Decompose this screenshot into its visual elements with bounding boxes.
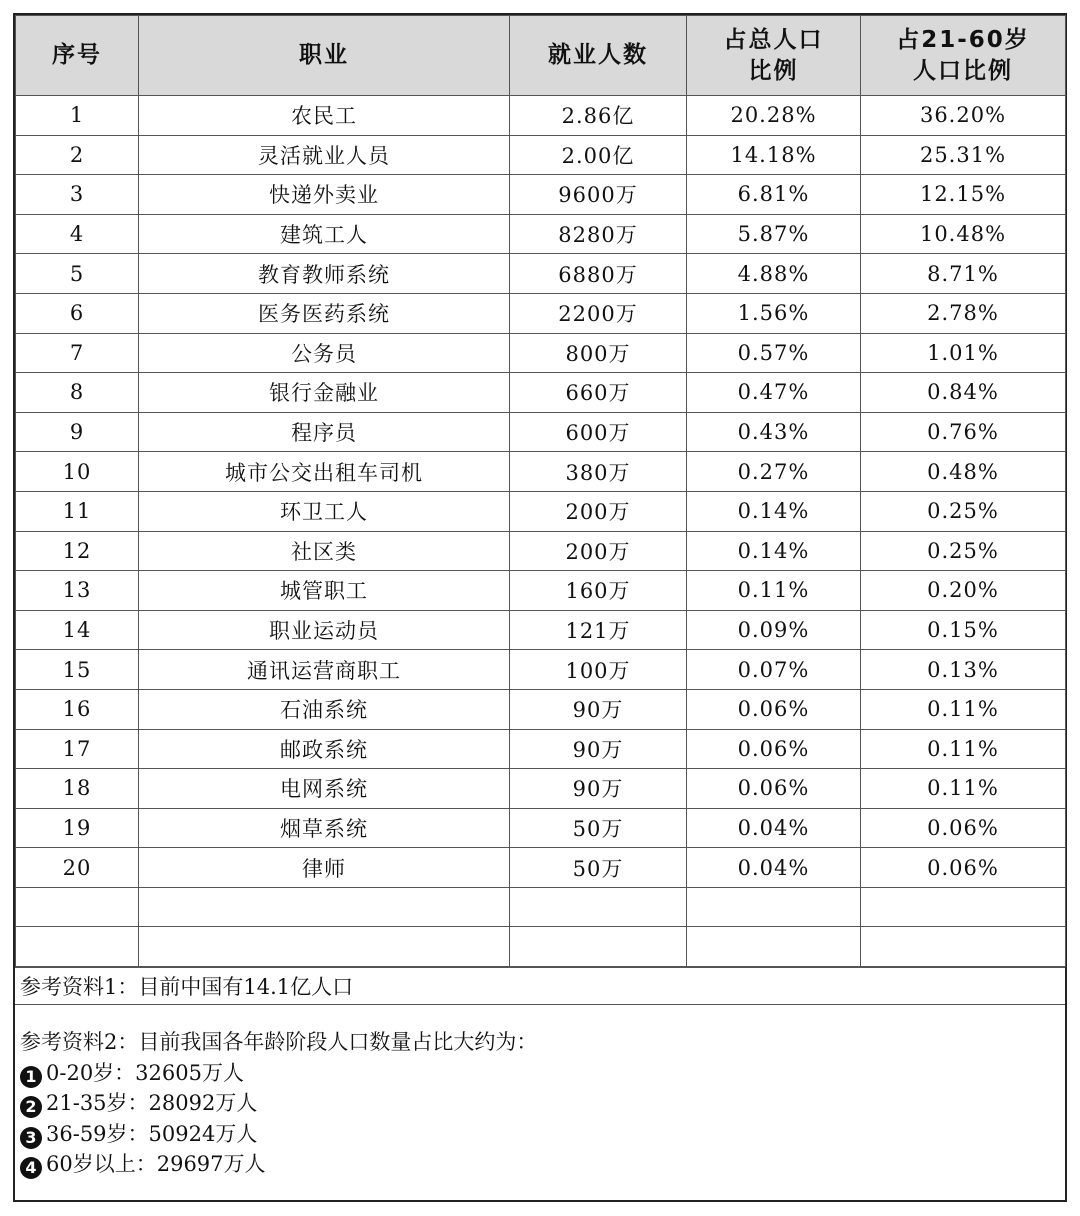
header-share-21-60-line1: 占21-60岁 <box>896 26 1030 53</box>
table-row <box>16 729 1066 769</box>
header-index: 序号 <box>16 16 139 96</box>
empty-cell <box>861 927 1066 967</box>
cell-employment: 660万 <box>510 373 687 413</box>
table-row <box>16 333 1066 373</box>
age-group-list <box>20 1058 1065 1180</box>
table-row <box>16 96 1066 136</box>
cell-occupation: 银行金融业 <box>139 373 510 413</box>
cell-index: 1 <box>16 96 139 136</box>
cell-index: 4 <box>16 214 139 254</box>
cell-share-total: 5.87% <box>687 214 861 254</box>
cell-occupation: 石油系统 <box>139 689 510 729</box>
empty-cell <box>861 887 1066 927</box>
empty-row <box>16 887 1066 927</box>
header-employment: 就业人数 <box>510 16 687 96</box>
empty-cell <box>16 887 139 927</box>
cell-index: 13 <box>16 571 139 611</box>
cell-index: 8 <box>16 373 139 413</box>
cell-employment: 9600万 <box>510 175 687 215</box>
cell-share-21-60: 0.06% <box>861 848 1066 888</box>
cell-employment: 90万 <box>510 729 687 769</box>
cell-share-21-60: 1.01% <box>861 333 1066 373</box>
cell-index: 16 <box>16 689 139 729</box>
reference-note-2-title: 参考资料2：目前我国各年龄阶段人口数量占比大约为： <box>20 1030 538 1055</box>
cell-share-21-60: 0.20% <box>861 571 1066 611</box>
cell-share-21-60: 0.84% <box>861 373 1066 413</box>
cell-employment: 200万 <box>510 491 687 531</box>
cell-share-total: 0.14% <box>687 531 861 571</box>
table-row <box>16 214 1066 254</box>
cell-index: 5 <box>16 254 139 294</box>
cell-occupation: 邮政系统 <box>139 729 510 769</box>
cell-employment: 2200万 <box>510 293 687 333</box>
cell-share-21-60: 0.15% <box>861 610 1066 650</box>
header-share-21-60 <box>861 16 1066 96</box>
number-bullet-icon: 2 <box>20 1096 42 1118</box>
table-body <box>16 96 1066 967</box>
cell-occupation: 教育教师系统 <box>139 254 510 294</box>
occupation-statistics-sheet <box>13 13 1067 1202</box>
cell-employment: 50万 <box>510 848 687 888</box>
cell-share-21-60: 0.11% <box>861 729 1066 769</box>
table-row <box>16 254 1066 294</box>
cell-index: 19 <box>16 808 139 848</box>
cell-occupation: 烟草系统 <box>139 808 510 848</box>
table-row <box>16 689 1066 729</box>
table-row <box>16 135 1066 175</box>
table-row <box>16 848 1066 888</box>
age-group-item <box>20 1119 1065 1150</box>
cell-employment: 200万 <box>510 531 687 571</box>
cell-employment: 90万 <box>510 689 687 729</box>
cell-occupation: 医务医药系统 <box>139 293 510 333</box>
cell-share-total: 1.56% <box>687 293 861 333</box>
number-bullet-icon: 4 <box>20 1157 42 1179</box>
cell-index: 12 <box>16 531 139 571</box>
cell-share-total: 0.07% <box>687 650 861 690</box>
cell-share-total: 6.81% <box>687 175 861 215</box>
cell-share-total: 0.27% <box>687 452 861 492</box>
reference-note-1: 参考资料1：目前中国有14.1亿人口 <box>15 967 1065 1005</box>
table-row <box>16 373 1066 413</box>
table-row <box>16 175 1066 215</box>
empty-cell <box>139 887 510 927</box>
table-row <box>16 293 1066 333</box>
cell-occupation: 电网系统 <box>139 769 510 809</box>
cell-employment: 121万 <box>510 610 687 650</box>
cell-employment: 50万 <box>510 808 687 848</box>
cell-share-21-60: 0.06% <box>861 808 1066 848</box>
cell-share-21-60: 8.71% <box>861 254 1066 294</box>
cell-share-total: 0.14% <box>687 491 861 531</box>
cell-occupation: 社区类 <box>139 531 510 571</box>
cell-index: 7 <box>16 333 139 373</box>
cell-occupation: 城市公交出租车司机 <box>139 452 510 492</box>
empty-cell <box>139 927 510 967</box>
table-row <box>16 610 1066 650</box>
header-share-total <box>687 16 861 96</box>
cell-share-21-60: 12.15% <box>861 175 1066 215</box>
empty-cell <box>510 927 687 967</box>
empty-cell <box>16 927 139 967</box>
cell-share-21-60: 0.76% <box>861 412 1066 452</box>
cell-occupation: 灵活就业人员 <box>139 135 510 175</box>
age-group-item <box>20 1149 1065 1180</box>
cell-share-21-60: 36.20% <box>861 96 1066 136</box>
cell-index: 9 <box>16 412 139 452</box>
cell-index: 2 <box>16 135 139 175</box>
cell-occupation: 程序员 <box>139 412 510 452</box>
cell-index: 10 <box>16 452 139 492</box>
cell-occupation: 律师 <box>139 848 510 888</box>
cell-employment: 160万 <box>510 571 687 611</box>
cell-index: 6 <box>16 293 139 333</box>
table-row <box>16 491 1066 531</box>
age-group-item <box>20 1088 1065 1119</box>
cell-employment: 100万 <box>510 650 687 690</box>
cell-index: 14 <box>16 610 139 650</box>
cell-share-21-60: 2.78% <box>861 293 1066 333</box>
cell-index: 20 <box>16 848 139 888</box>
cell-share-total: 0.43% <box>687 412 861 452</box>
cell-share-total: 0.09% <box>687 610 861 650</box>
header-share-21-60-line2: 人口比例 <box>913 57 1013 84</box>
cell-occupation: 快递外卖业 <box>139 175 510 215</box>
cell-share-total: 0.06% <box>687 769 861 809</box>
cell-occupation: 城管职工 <box>139 571 510 611</box>
cell-share-21-60: 10.48% <box>861 214 1066 254</box>
cell-employment: 2.00亿 <box>510 135 687 175</box>
cell-occupation: 职业运动员 <box>139 610 510 650</box>
age-group-item <box>20 1058 1065 1089</box>
cell-index: 3 <box>16 175 139 215</box>
cell-share-21-60: 0.11% <box>861 769 1066 809</box>
table-row <box>16 452 1066 492</box>
cell-occupation: 公务员 <box>139 333 510 373</box>
header-occupation: 职业 <box>139 16 510 96</box>
cell-employment: 380万 <box>510 452 687 492</box>
table-row <box>16 650 1066 690</box>
cell-occupation: 通讯运营商职工 <box>139 650 510 690</box>
cell-index: 11 <box>16 491 139 531</box>
cell-index: 18 <box>16 769 139 809</box>
header-share-total-line1: 占总人口 <box>723 26 824 53</box>
number-bullet-icon: 3 <box>20 1127 42 1149</box>
table-row <box>16 769 1066 809</box>
number-bullet-icon: 1 <box>20 1066 42 1088</box>
cell-employment: 600万 <box>510 412 687 452</box>
table-row <box>16 412 1066 452</box>
cell-share-total: 0.04% <box>687 808 861 848</box>
table-row <box>16 571 1066 611</box>
empty-cell <box>510 887 687 927</box>
cell-share-total: 0.11% <box>687 571 861 611</box>
cell-share-total: 0.57% <box>687 333 861 373</box>
cell-share-21-60: 0.13% <box>861 650 1066 690</box>
cell-share-total: 20.28% <box>687 96 861 136</box>
cell-occupation: 农民工 <box>139 96 510 136</box>
empty-cell <box>687 887 861 927</box>
age-group-text: 60岁以上：29697万人 <box>46 1152 266 1177</box>
table-header-row <box>16 16 1066 96</box>
cell-employment: 2.86亿 <box>510 96 687 136</box>
cell-share-total: 0.04% <box>687 848 861 888</box>
cell-share-21-60: 0.48% <box>861 452 1066 492</box>
cell-index: 17 <box>16 729 139 769</box>
cell-share-total: 0.06% <box>687 689 861 729</box>
empty-cell <box>687 927 861 967</box>
cell-share-total: 4.88% <box>687 254 861 294</box>
cell-index: 15 <box>16 650 139 690</box>
cell-employment: 90万 <box>510 769 687 809</box>
cell-occupation: 环卫工人 <box>139 491 510 531</box>
cell-share-21-60: 0.11% <box>861 689 1066 729</box>
empty-row <box>16 927 1066 967</box>
table-row <box>16 808 1066 848</box>
cell-share-total: 14.18% <box>687 135 861 175</box>
occupation-table <box>15 15 1066 967</box>
cell-employment: 6880万 <box>510 254 687 294</box>
cell-share-21-60: 0.25% <box>861 531 1066 571</box>
cell-share-21-60: 25.31% <box>861 135 1066 175</box>
cell-share-total: 0.47% <box>687 373 861 413</box>
cell-employment: 8280万 <box>510 214 687 254</box>
cell-share-total: 0.06% <box>687 729 861 769</box>
reference-note-2 <box>15 1005 1065 1180</box>
age-group-text: 21-35岁：28092万人 <box>46 1091 258 1116</box>
age-group-text: 36-59岁：50924万人 <box>46 1121 258 1146</box>
table-row <box>16 531 1066 571</box>
cell-employment: 800万 <box>510 333 687 373</box>
cell-occupation: 建筑工人 <box>139 214 510 254</box>
cell-share-21-60: 0.25% <box>861 491 1066 531</box>
age-group-text: 0-20岁：32605万人 <box>46 1060 244 1085</box>
header-share-total-line2: 比例 <box>748 57 799 84</box>
